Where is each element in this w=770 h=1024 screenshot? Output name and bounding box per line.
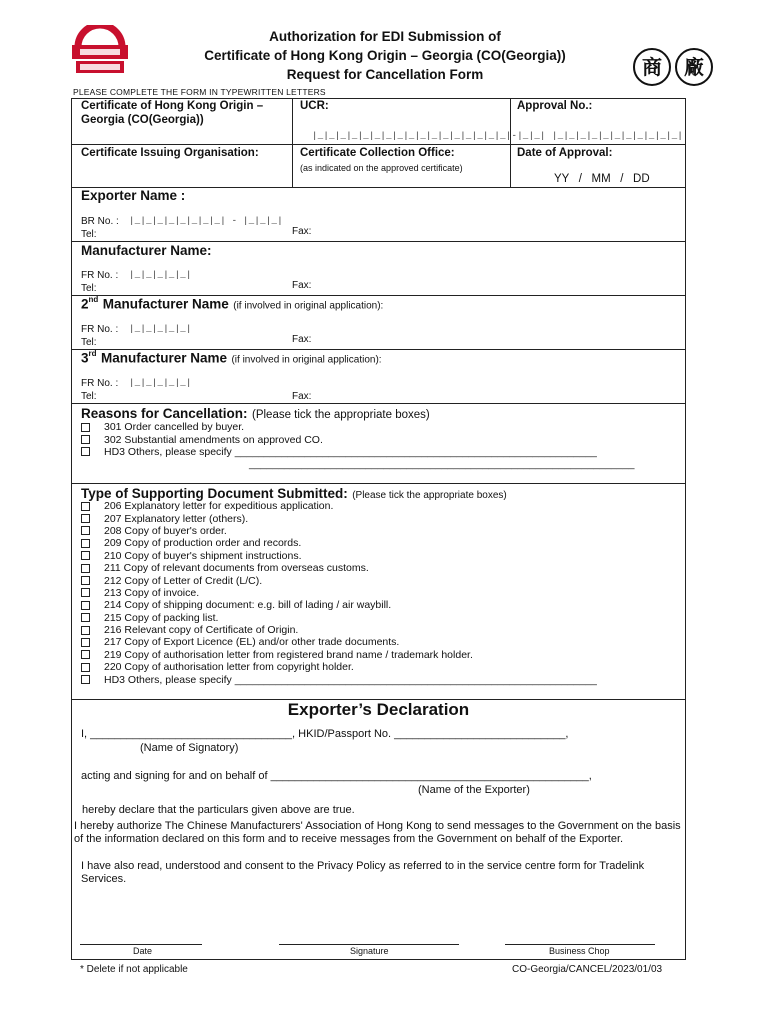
checkbox[interactable]	[81, 613, 90, 622]
doc-217-item[interactable]: 217 Copy of Export Licence (EL) and/or other trade documents.	[81, 636, 681, 648]
footer-note: * Delete if not applicable	[80, 964, 188, 975]
declaration-para-3: I have also read, understood and consent to the Privacy Policy as referred to in the service centre form for Tradelink Services.	[81, 860, 645, 886]
supporting-doc-heading: Type of Supporting Document Submitted: (Please tick the appropriate boxes)	[81, 486, 507, 501]
doc-210-item[interactable]: 210 Copy of buyer's shipment instructions.	[81, 550, 681, 562]
supporting-doc-list	[81, 500, 681, 686]
manufacturer-3-fr-label: FR No. :	[81, 378, 119, 389]
doc-220-item[interactable]: 220 Copy of authorisation letter from copyright holder.	[81, 661, 681, 673]
declaration-title: Exporter’s Declaration	[287, 700, 470, 719]
name-of-signatory-label: (Name of Signatory)	[140, 742, 239, 754]
manufacturer-name-heading: Manufacturer Name:	[81, 243, 212, 258]
doc-207-item[interactable]: 207 Explanatory letter (others).	[81, 512, 681, 524]
reason-hd3-item[interactable]: HD3 Others, please specify ______________________________________________________________	[81, 446, 681, 458]
checkbox[interactable]	[81, 588, 90, 597]
exporter-name-heading: Exporter Name :	[81, 188, 186, 203]
svg-text:廠: 廠	[684, 55, 704, 79]
checkbox[interactable]	[81, 601, 90, 610]
manufacturer-fr-label: FR No. :	[81, 270, 119, 281]
doc-214-item[interactable]: 214 Copy of shipping document: e.g. bill of lading / air waybill.	[81, 599, 681, 611]
manufacturer-2-fax-label: Fax:	[292, 334, 312, 345]
signature-line[interactable]	[279, 944, 459, 945]
date-label: Date	[133, 946, 153, 956]
checkbox[interactable]	[81, 447, 90, 456]
reasons-heading: Reasons for Cancellation: (Please tick the appropriate boxes)	[81, 406, 430, 421]
checkbox[interactable]	[81, 576, 90, 585]
collection-office-note: (as indicated on the approved certificate)	[300, 163, 463, 173]
date-approval-label: Date of Approval:	[517, 147, 613, 159]
manufacturer-3-tel-label: Tel:	[81, 391, 97, 402]
manufacturer-2-fr-field[interactable]: |_|_|_|_|_|	[129, 324, 192, 334]
cert-label-1: Certificate of Hong Kong Origin –	[81, 100, 264, 112]
doc-206-item[interactable]: 206 Explanatory letter for expeditious application.	[81, 500, 681, 512]
declaration-para-2: I hereby authorize The Chinese Manufacturers' Association of Hong Kong to send messages to the Government on the basis of the information declared on this form and to receive messages from the Government on behalf of the Exporter.	[74, 820, 681, 846]
date-signature-line[interactable]	[80, 944, 202, 945]
manufacturer-tel-label: Tel:	[81, 283, 97, 294]
exporter-br-label: BR No. :	[81, 216, 119, 227]
manufacturer-fax-label: Fax:	[292, 280, 312, 291]
declaration-line-signatory[interactable]: I, _________________________________, HKID/Passport No. ____________________________,	[81, 728, 569, 740]
checkbox[interactable]	[81, 638, 90, 647]
typewritten-instruction: PLEASE COMPLETE THE FORM IN TYPEWRITTEN LETTERS	[73, 87, 326, 97]
business-chop-label: Business Chop	[549, 946, 610, 956]
approval-no-label: Approval No.:	[517, 100, 593, 112]
doc-212-item[interactable]: 212 Copy of Letter of Credit (L/C).	[81, 574, 681, 586]
title-line-1: Authorization for EDI Submission of	[269, 29, 501, 44]
collection-office-label: Certificate Collection Office:	[300, 147, 455, 159]
manufacturer-2-tel-label: Tel:	[81, 337, 97, 348]
issuing-org-label: Certificate Issuing Organisation:	[81, 147, 259, 159]
manufacturer-2-fr-label: FR No. :	[81, 324, 119, 335]
checkbox[interactable]	[81, 663, 90, 672]
checkbox[interactable]	[81, 564, 90, 573]
exporter-fax-label: Fax:	[292, 226, 312, 237]
manufacturer-3-fr-field[interactable]: |_|_|_|_|_|	[129, 378, 192, 388]
checkbox[interactable]	[81, 502, 90, 511]
ucr-field[interactable]: |_|_|_|_|_|_|_|_|_|_|_|_|_|_|_|_|_|-|_|_|	[312, 131, 546, 141]
doc-213-item[interactable]: 213 Copy of invoice.	[81, 587, 681, 599]
approval-no-field[interactable]: |_|_|_|_|_|_|_|_|_|_|_|	[552, 131, 684, 141]
signature-label: Signature	[350, 946, 389, 956]
checkbox[interactable]	[81, 526, 90, 535]
chop-seal-logo	[632, 47, 714, 87]
title-line-2: Certificate of Hong Kong Origin – Georgia (CO(Georgia))	[204, 48, 566, 63]
doc-219-item[interactable]: 219 Copy of authorisation letter from registered brand name / trademark holder.	[81, 649, 681, 661]
reason-302-item[interactable]: 302 Substantial amendments on approved CO.	[81, 433, 681, 445]
date-approval-format[interactable]: YY / MM / DD	[554, 173, 650, 185]
doc-208-item[interactable]: 208 Copy of buyer's order.	[81, 525, 681, 537]
reason-hd3-continuation[interactable]: __________________________________________________________________	[249, 458, 635, 471]
svg-text:商: 商	[642, 55, 662, 79]
checkbox[interactable]	[81, 626, 90, 635]
reasons-list	[81, 421, 681, 470]
title-line-3: Request for Cancellation Form	[286, 67, 484, 82]
cma-logo	[70, 25, 130, 77]
doc-211-item[interactable]: 211 Copy of relevant documents from overseas customs.	[81, 562, 681, 574]
checkbox[interactable]	[81, 650, 90, 659]
reason-301-item[interactable]: 301 Order cancelled by buyer.	[81, 421, 681, 433]
checkbox[interactable]	[81, 539, 90, 548]
checkbox[interactable]	[81, 551, 90, 560]
exporter-br-field[interactable]: |_|_|_|_|_|_|_|_| - |_|_|_|	[129, 216, 283, 226]
doc-209-item[interactable]: 209 Copy of production order and records.	[81, 537, 681, 549]
cert-label-2: Georgia (CO(Georgia))	[81, 114, 204, 126]
ucr-label: UCR:	[300, 100, 329, 112]
checkbox[interactable]	[81, 435, 90, 444]
manufacturer-3-fax-label: Fax:	[292, 391, 312, 402]
checkbox[interactable]	[81, 675, 90, 684]
manufacturer-3-heading: 3rd Manufacturer Name (if involved in original application):	[81, 349, 382, 366]
form-code: CO-Georgia/CANCEL/2023/01/03	[512, 964, 663, 975]
exporter-tel-label: Tel:	[81, 229, 97, 240]
declaration-para-1: hereby declare that the particulars given above are true.	[82, 804, 355, 816]
manufacturer-fr-field[interactable]: |_|_|_|_|_|	[129, 270, 192, 280]
checkbox[interactable]	[81, 423, 90, 432]
doc-hd3-item[interactable]: HD3 Others, please specify ______________________________________________________________	[81, 673, 681, 685]
checkbox[interactable]	[81, 514, 90, 523]
doc-215-item[interactable]: 215 Copy of packing list.	[81, 612, 681, 624]
manufacturer-2-heading: 2nd Manufacturer Name (if involved in original application):	[81, 295, 384, 312]
declaration-line-exporter[interactable]: acting and signing for and on behalf of ____________________________________________________,	[81, 770, 592, 782]
business-chop-line[interactable]	[505, 944, 655, 945]
name-of-exporter-label: (Name of the Exporter)	[418, 784, 530, 796]
doc-216-item[interactable]: 216 Relevant copy of Certificate of Origin.	[81, 624, 681, 636]
